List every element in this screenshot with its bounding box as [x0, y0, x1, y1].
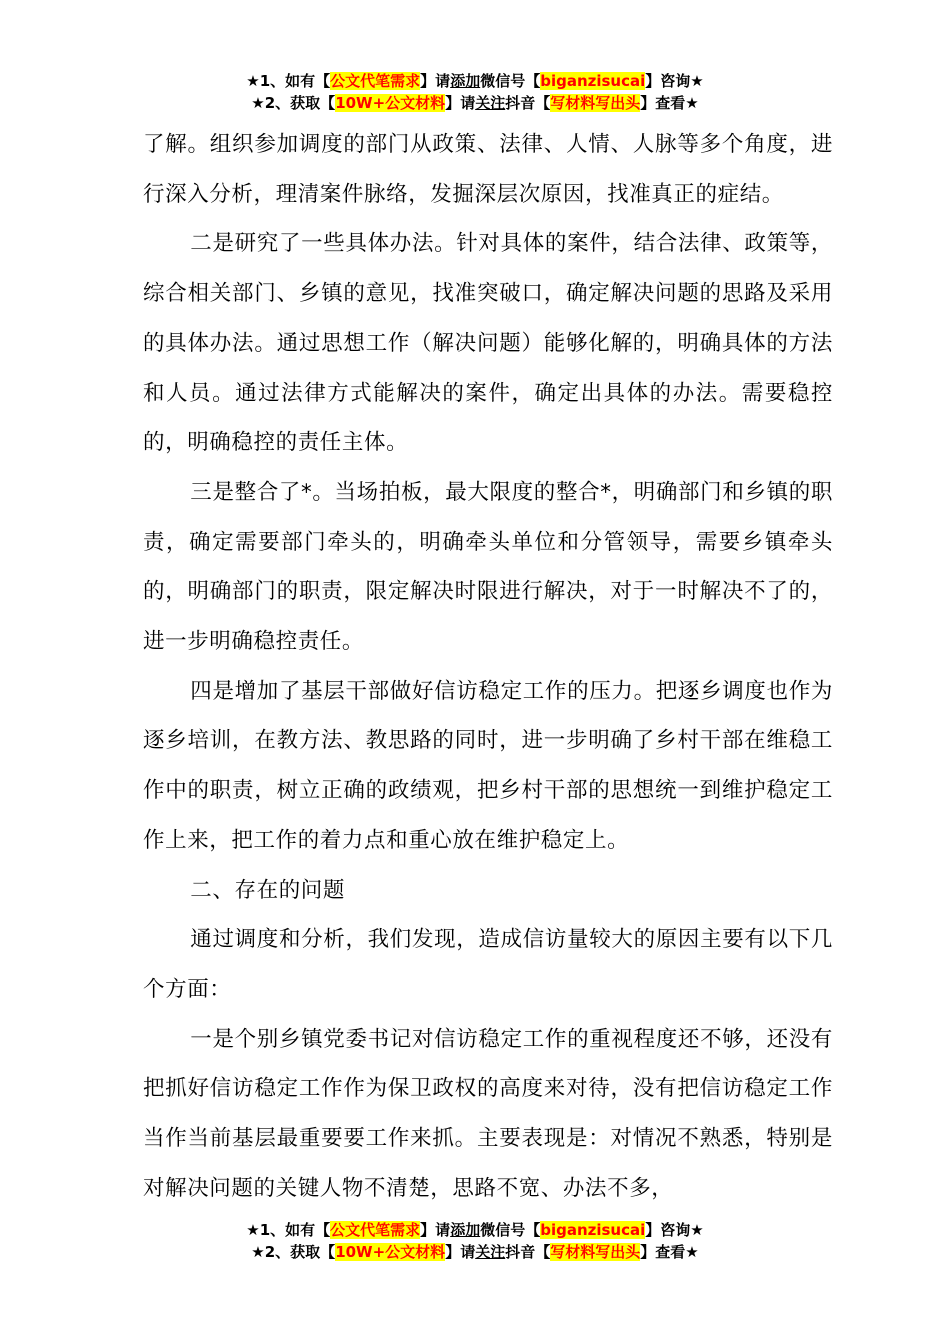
highlight-service: 公文代笔需求: [330, 72, 421, 90]
highlight-wechat-id: biganzisucai: [540, 72, 646, 90]
banner-line-2: ★2、获取【10W+公文材料】请关注抖音【写材料写出头】查看★: [251, 94, 699, 112]
document-body: [143, 120, 833, 1213]
highlight-douyin-account: 写材料写出头: [550, 1243, 641, 1261]
highlight-douyin-account: 写材料写出头: [550, 94, 641, 112]
section-heading: 二、存在的问题: [190, 877, 345, 903]
highlight-materials: 10W+公文材料: [335, 1243, 446, 1261]
paragraph-5: 通过调度和分析，我们发现，造成信访量较大的原因主要有以下几个方面：: [143, 927, 833, 1002]
highlight-service: 公文代笔需求: [330, 1221, 421, 1239]
banner-line-2: ★2、获取【10W+公文材料】请关注抖音【写材料写出头】查看★: [251, 1243, 699, 1261]
paragraph-4: 四是增加了基层干部做好信访稳定工作的压力。把逐乡调度也作为逐乡培训，在教方法、教思路的同时，进一步明确了乡村干部在维稳工作中的职责，树立正确的政绩观，把乡村干部的思想统一到维护稳定工作上来，把工作的着力点和重心放在维护稳定上。: [143, 678, 833, 853]
paragraph-2: 二是研究了一些具体办法。针对具体的案件，结合法律、政策等，综合相关部门、乡镇的意见，找准突破口，确定解决问题的思路及采用的具体办法。通过思想工作（解决问题）能够化解的，明确具体的方法和人员。通过法律方式能解决的案件，确定出具体的办法。需要稳控的，明确稳控的责任主体。: [143, 231, 833, 456]
header-banner: [0, 70, 950, 114]
footer-banner: [0, 1219, 950, 1263]
highlight-wechat-id: biganzisucai: [540, 1221, 646, 1239]
paragraph-6: 一是个别乡镇党委书记对信访稳定工作的重视程度还不够，还没有把抓好信访稳定工作作为保卫政权的高度来对待，没有把信访稳定工作当作当前基层最重要要工作来抓。主要表现是：对情况不熟悉，特别是对解决问题的关键人物不清楚，思路不宽、办法不多，: [143, 1026, 833, 1201]
banner-line-1: ★1、如有【公文代笔需求】请添加微信号【biganzisucai】咨询★: [246, 1221, 704, 1239]
banner-line-1: ★1、如有【公文代笔需求】请添加微信号【biganzisucai】咨询★: [246, 72, 704, 90]
paragraph-1: 了解。组织参加调度的部门从政策、法律、人情、人脉等多个角度，进行深入分析，理清案件脉络，发掘深层次原因，找准真正的症结。: [143, 132, 833, 207]
highlight-materials: 10W+公文材料: [335, 94, 446, 112]
paragraph-3: 三是整合了*。当场拍板，最大限度的整合*，明确部门和乡镇的职责，确定需要部门牵头的，明确牵头单位和分管领导，需要乡镇牵头的，明确部门的职责，限定解决时限进行解决，对于一时解决不了的，进一步明确稳控责任。: [143, 479, 833, 655]
